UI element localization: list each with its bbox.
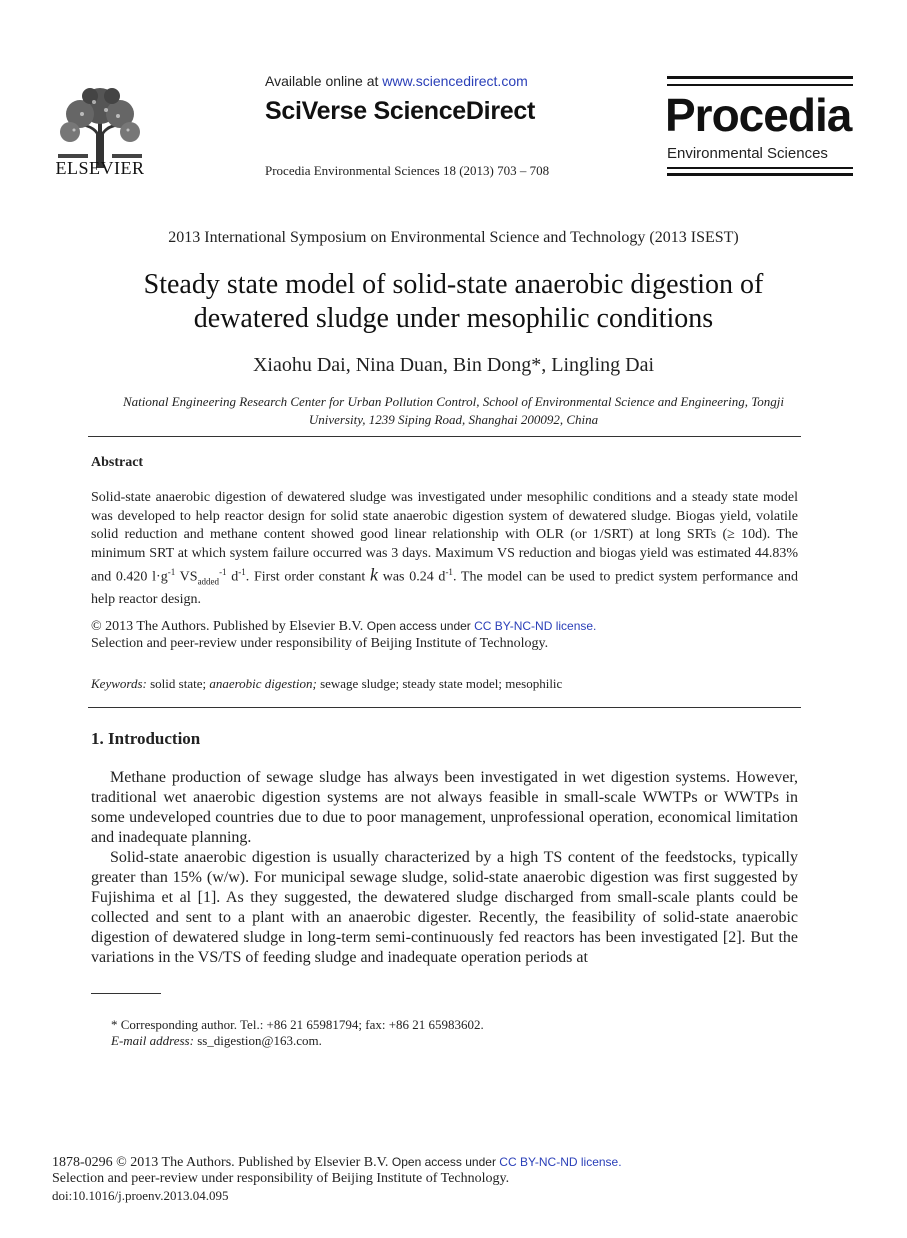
- affiliation-line: University, 1239 Siping Road, Shanghai 200092, China: [308, 412, 599, 427]
- available-online-prefix: Available online at: [265, 73, 383, 89]
- peer-review-line: Selection and peer-review under responsibility of Beijing Institute of Technology.: [91, 636, 549, 651]
- keywords-text: anaerobic digestion;: [209, 676, 317, 691]
- introduction-body: [91, 768, 798, 968]
- copyright-line: [91, 619, 596, 635]
- sciverse-sciencedirect-wordmark: SciVerse ScienceDirect: [265, 97, 535, 125]
- available-online-line: [265, 73, 528, 89]
- email-footnote: [111, 1033, 322, 1049]
- paper-title: [100, 268, 807, 336]
- keywords-text: solid state;: [146, 676, 210, 691]
- issn-text: 1878-0296 © 2013 The Authors. Published by Elsevier B.V.: [52, 1155, 392, 1170]
- procedia-subtitle: Environmental Sciences: [667, 145, 828, 162]
- elsevier-wordmark: ELSEVIER: [55, 158, 145, 178]
- keywords-line: [91, 676, 562, 692]
- paragraph: Methane production of sewage sludge has always been investigated in wet digestion systems. However, traditional wet anaerobic digestion systems are not always feasible in small-scale WWTPs or WWTPs in some undeveloped countries due to due to poor management, unprofessional operation, economical limitation and inadequate planning.: [91, 769, 798, 846]
- abstract-text-segment: was 0.24 d: [378, 569, 446, 585]
- procedia-rule: [667, 173, 853, 176]
- keywords-text: sewage sludge; steady state model; mesophilic: [316, 676, 563, 691]
- superscript: -1: [219, 567, 227, 577]
- section-divider: [88, 436, 801, 437]
- affiliation: [90, 393, 817, 429]
- conference-line: 2013 International Symposium on Environmental Science and Technology (2013 ISEST): [168, 229, 739, 246]
- open-access-text: Open access under: [366, 619, 475, 633]
- abstract-heading: Abstract: [91, 455, 144, 470]
- abstract-text-segment: . First order constant: [245, 569, 371, 585]
- open-access-text: Open access under: [391, 1155, 500, 1169]
- procedia-wordmark: Procedia: [665, 89, 852, 141]
- paragraph: Solid-state anaerobic digestion is usually characterized by a high TS content of the feedstocks, typically greater than 15% (w/w). For municipal sewage sludge, solid-state anaerobic digestion was first suggested by Fujishima et al [1]. As they suggested, the dewatered sludge discharged from small-scale plants could be collected and sent to a plant with an anaerobic digester. Recently, the feasibility of solid-state anaerobic digestion of dewatered sludge in long-term semi-continuously fed reactors has been investigated [2]. But the variations in the VS/TS of feeding sludge and inadequate operation periods at: [91, 849, 798, 966]
- section-divider: [88, 707, 801, 708]
- email-address[interactable]: ss_digestion@163.com.: [193, 1033, 322, 1048]
- superscript: -1: [238, 567, 246, 577]
- abstract-text-segment: Solid-state anaerobic digestion of dewatered sludge was investigated under mesophilic conditions and a steady state model was developed to help reactor design for solid state anaerobic digestion system of dewatered sludge. Biogas yield, volatile solid reduction and methane content showed good linear relationship with OLR (or 1/SRT) at long SRTs (≥ 10d). The minimum SRT at which system failure occurred was 3 days. Maximum VS reduction and biogas yield was estimated 44.83% and 0.420 l·g: [91, 490, 798, 585]
- issn-copyright-line: [52, 1155, 622, 1171]
- abstract-text-segment: d: [226, 569, 239, 585]
- affiliation-line: National Engineering Research Center for Urban Pollution Control, School of Environmental Science and Engineering, Tongji: [122, 394, 784, 409]
- procedia-rule: [667, 167, 853, 169]
- footnote-divider: [91, 993, 161, 994]
- procedia-rule: [667, 84, 853, 86]
- keywords-label: Keywords:: [91, 676, 147, 691]
- sciencedirect-link[interactable]: www.sciencedirect.com: [382, 73, 528, 89]
- superscript: -1: [445, 567, 453, 577]
- superscript: -1: [167, 567, 176, 577]
- author-list: Xiaohu Dai, Nina Duan, Bin Dong*, Lingling Dai: [252, 354, 655, 376]
- doi-line[interactable]: doi:10.1016/j.proenv.2013.04.095: [52, 1188, 229, 1203]
- abstract-text-segment: . The model can be used to predict system performance and help reactor design.: [91, 569, 798, 607]
- license-link[interactable]: CC BY-NC-ND license.: [474, 619, 597, 633]
- license-link[interactable]: CC BY-NC-ND license.: [499, 1155, 622, 1169]
- corresponding-author-footnote: * Corresponding author. Tel.: +86 21 65981794; fax: +86 21 65983602.: [111, 1017, 484, 1032]
- abstract-text-segment: VS: [175, 569, 198, 585]
- journal-citation-line: Procedia Environmental Sciences 18 (2013) 703 – 708: [265, 163, 550, 178]
- paper-title-line: Steady state model of solid-state anaerobic digestion of: [143, 269, 764, 300]
- subscript: added: [197, 576, 220, 587]
- procedia-rule: [667, 76, 853, 79]
- abstract-text: [91, 489, 798, 609]
- email-label: E-mail address:: [111, 1033, 194, 1048]
- peer-review-line: Selection and peer-review under responsibility of Beijing Institute of Technology.: [52, 1171, 510, 1186]
- introduction-heading: 1. Introduction: [91, 729, 201, 748]
- k-symbol: k: [370, 564, 379, 585]
- paper-title-line: dewatered sludge under mesophilic conditions: [193, 303, 714, 334]
- copyright-text: © 2013 The Authors. Published by Elsevier B.V.: [91, 619, 367, 634]
